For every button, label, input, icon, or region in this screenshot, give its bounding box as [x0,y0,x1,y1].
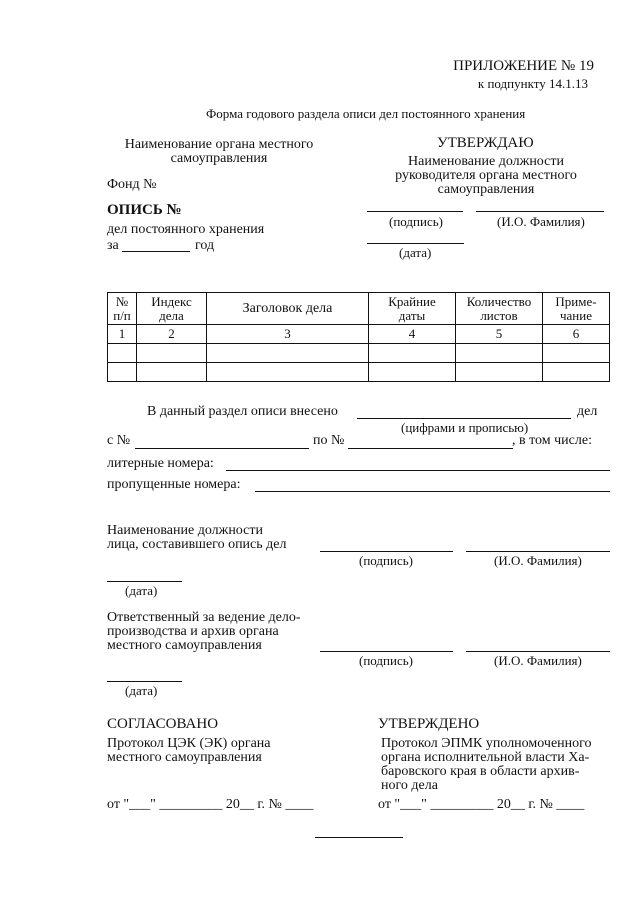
table-cell [456,363,543,382]
agreed-protocol: Протокол ЦЭК (ЭК) органа местного самоуправления [107,736,271,765]
head-name-line [476,211,604,212]
responsible-label: Ответственный за ведение дело- производства и архив органа местного самоуправления [107,610,301,653]
col-header-index: Индекс дела [137,293,207,325]
fond-label: Фонд № [107,177,157,192]
table-cell [456,344,543,363]
table-cell: 3 [207,325,369,344]
col-header-sheets: Количество листов [456,293,543,325]
table-cell [207,344,369,363]
table-cell: 2 [137,325,207,344]
inventory-table [107,292,610,382]
year-blank [122,251,190,252]
table-cell [369,344,456,363]
table-cell [543,363,610,382]
table-cell [207,363,369,382]
approved-title: УТВЕРЖДЕНО [378,716,480,732]
compiler-position-label: Наименование должности лица, составившего опись дел [107,523,287,552]
compiler-date-line [107,581,182,582]
table-cell [108,363,137,382]
table-cell [369,363,456,382]
responsible-name-caption: (И.О. Фамилия) [494,653,582,668]
head-signature-line [367,211,463,212]
head-date-line [367,243,464,244]
compiler-signature-caption: (подпись) [359,553,413,568]
skipped-numbers-blank [255,491,610,492]
head-date-caption: (дата) [399,245,432,260]
letter-numbers-label: литерные номера: [107,456,214,471]
responsible-name-line [466,651,610,652]
cases-word: дел [577,404,598,419]
year-prefix: за [107,238,119,253]
table-cell [137,363,207,382]
table-cell [137,344,207,363]
col-header-title: Заголовок дела [207,293,369,325]
table-cell: 4 [369,325,456,344]
compiler-name-caption: (И.О. Фамилия) [494,553,582,568]
including-label: , в том числе: [512,433,592,448]
approved-protocol: Протокол ЭПМК уполномоченного органа исполнительной власти Ха- баровского края в области архив- ного дела [381,736,592,793]
opis-label: ОПИСЬ № [107,202,182,218]
org-name-label: Наименование органа местного самоуправления [124,137,314,166]
head-position-label: Наименование должности руководителя органа местного самоуправления [395,154,577,197]
compiler-signature-line [320,551,453,552]
cases-label: дел постоянного хранения [107,222,265,237]
year-suffix: год [195,238,215,253]
responsible-date-caption: (дата) [125,683,158,698]
responsible-signature-line [320,651,453,652]
head-signature-caption: (подпись) [389,214,443,229]
approve-title: УТВЕРЖДАЮ [437,135,534,151]
table-row [108,363,610,382]
letter-numbers-blank [226,470,610,471]
included-label: В данный раздел описи внесено [147,404,338,419]
to-label: по № [313,433,345,448]
to-blank [348,448,513,449]
skipped-numbers-label: пропущенные номера: [107,477,241,492]
approved-date-line: от "___" _________ 20__ г. № ____ [378,797,585,812]
compiler-date-caption: (дата) [125,583,158,598]
agreed-title: СОГЛАСОВАНО [107,716,219,732]
compiler-name-line [466,551,610,552]
table-cell [543,344,610,363]
table-cell [108,344,137,363]
col-header-number: № п/п [108,293,137,325]
from-label: с № [107,433,131,448]
included-count-blank [357,418,571,419]
appendix-number: ПРИЛОЖЕНИЕ № 19 [453,58,594,74]
subpoint-reference: к подпункту 14.1.13 [477,76,588,91]
col-header-note: Приме- чание [543,293,610,325]
from-blank [135,448,309,449]
table-cell: 1 [108,325,137,344]
table-numbering-row [108,325,610,344]
head-name-caption: (И.О. Фамилия) [497,214,585,229]
digits-hint: (цифрами и прописью) [401,420,529,435]
form-title: Форма годового раздела описи дел постоянного хранения [206,106,526,121]
col-header-dates: Крайние даты [369,293,456,325]
responsible-signature-caption: (подпись) [359,653,413,668]
agreed-date-line: от "___" _________ 20__ г. № ____ [107,797,314,812]
responsible-date-line [107,681,182,682]
table-cell: 5 [456,325,543,344]
table-cell: 6 [543,325,610,344]
table-header-row [108,293,610,325]
table-row [108,344,610,363]
bottom-separator [315,837,403,838]
